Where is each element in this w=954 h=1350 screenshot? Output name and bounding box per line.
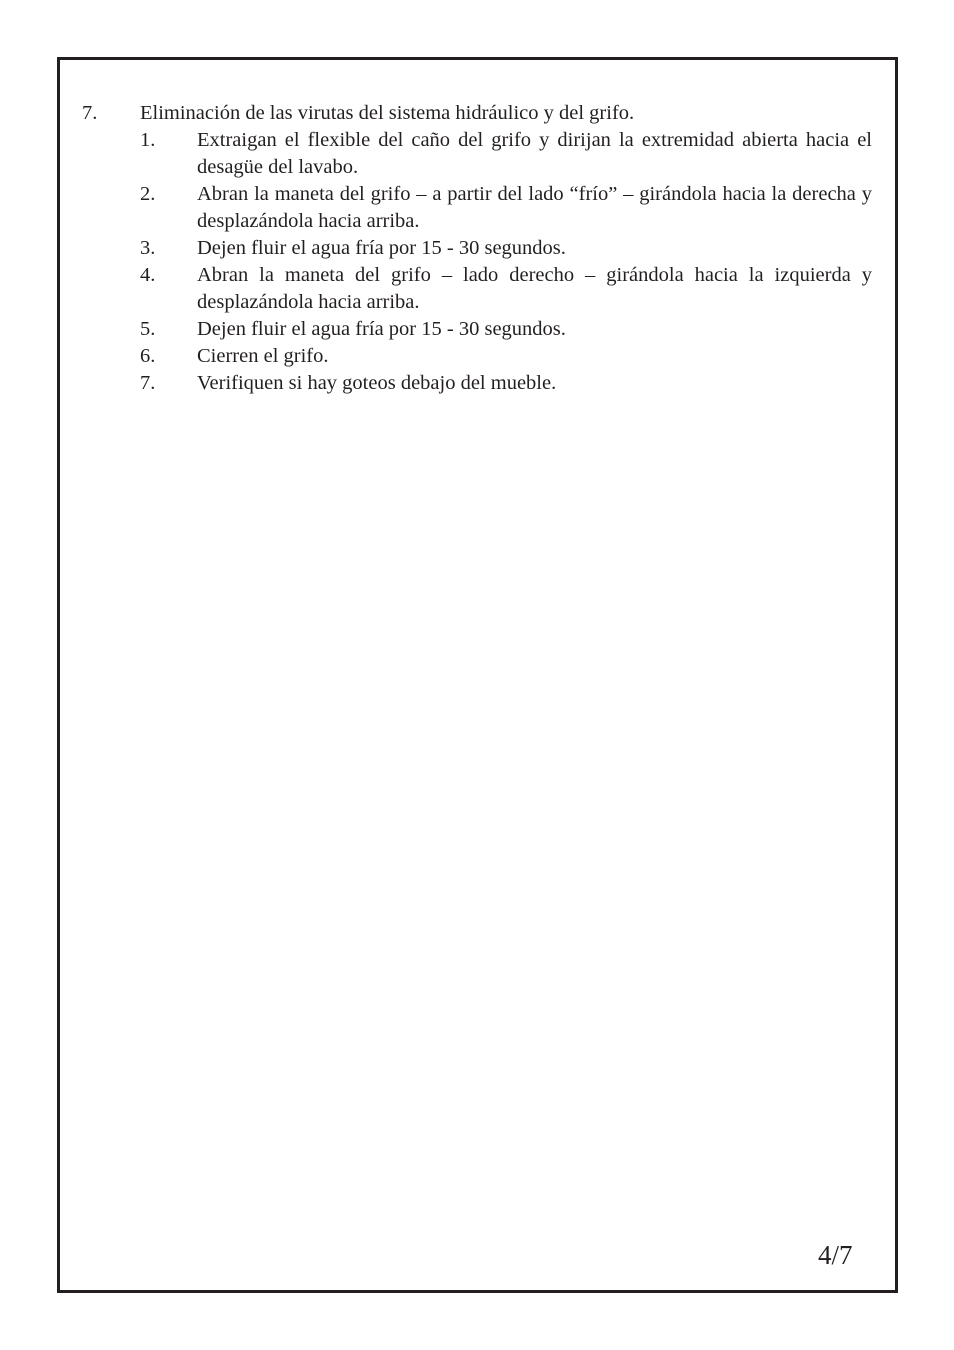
step-item — [82, 127, 872, 181]
step-number: 7. — [140, 372, 156, 394]
step-number: 4. — [140, 264, 156, 286]
section-title: Eliminación de las virutas del sistema hidráulico y del grifo. — [140, 102, 635, 124]
step-item — [82, 235, 872, 262]
instruction-section — [82, 100, 872, 397]
step-number: 1. — [140, 129, 156, 151]
step-item — [82, 343, 872, 370]
step-number: 2. — [140, 183, 156, 205]
step-number: 3. — [140, 237, 156, 259]
step-item — [82, 316, 872, 343]
step-text: Abran la maneta del grifo – a partir del lado “frío” – girándola hacia la derecha y desplazándola hacia arriba. — [197, 183, 872, 232]
steps-list — [82, 127, 872, 397]
step-text: Verifiquen si hay goteos debajo del mueble. — [197, 372, 557, 394]
page-number: 4/7 — [818, 1240, 853, 1270]
step-text: Abran la maneta del grifo – lado derecho – girándola hacia la izquierda y desplazándola hacia arriba. — [197, 264, 872, 313]
step-text: Dejen fluir el agua fría por 15 - 30 segundos. — [197, 237, 566, 259]
step-item — [82, 181, 872, 235]
step-item — [82, 370, 872, 397]
step-number: 5. — [140, 318, 156, 340]
step-item — [82, 262, 872, 316]
section-heading — [82, 100, 872, 127]
step-text: Dejen fluir el agua fría por 15 - 30 segundos. — [197, 318, 566, 340]
step-number: 6. — [140, 345, 156, 367]
step-text: Cierren el grifo. — [197, 345, 329, 367]
section-number: 7. — [82, 102, 98, 124]
step-text: Extraigan el flexible del caño del grifo y dirijan la extremidad abierta hacia el desagüe del lavabo. — [197, 129, 872, 178]
